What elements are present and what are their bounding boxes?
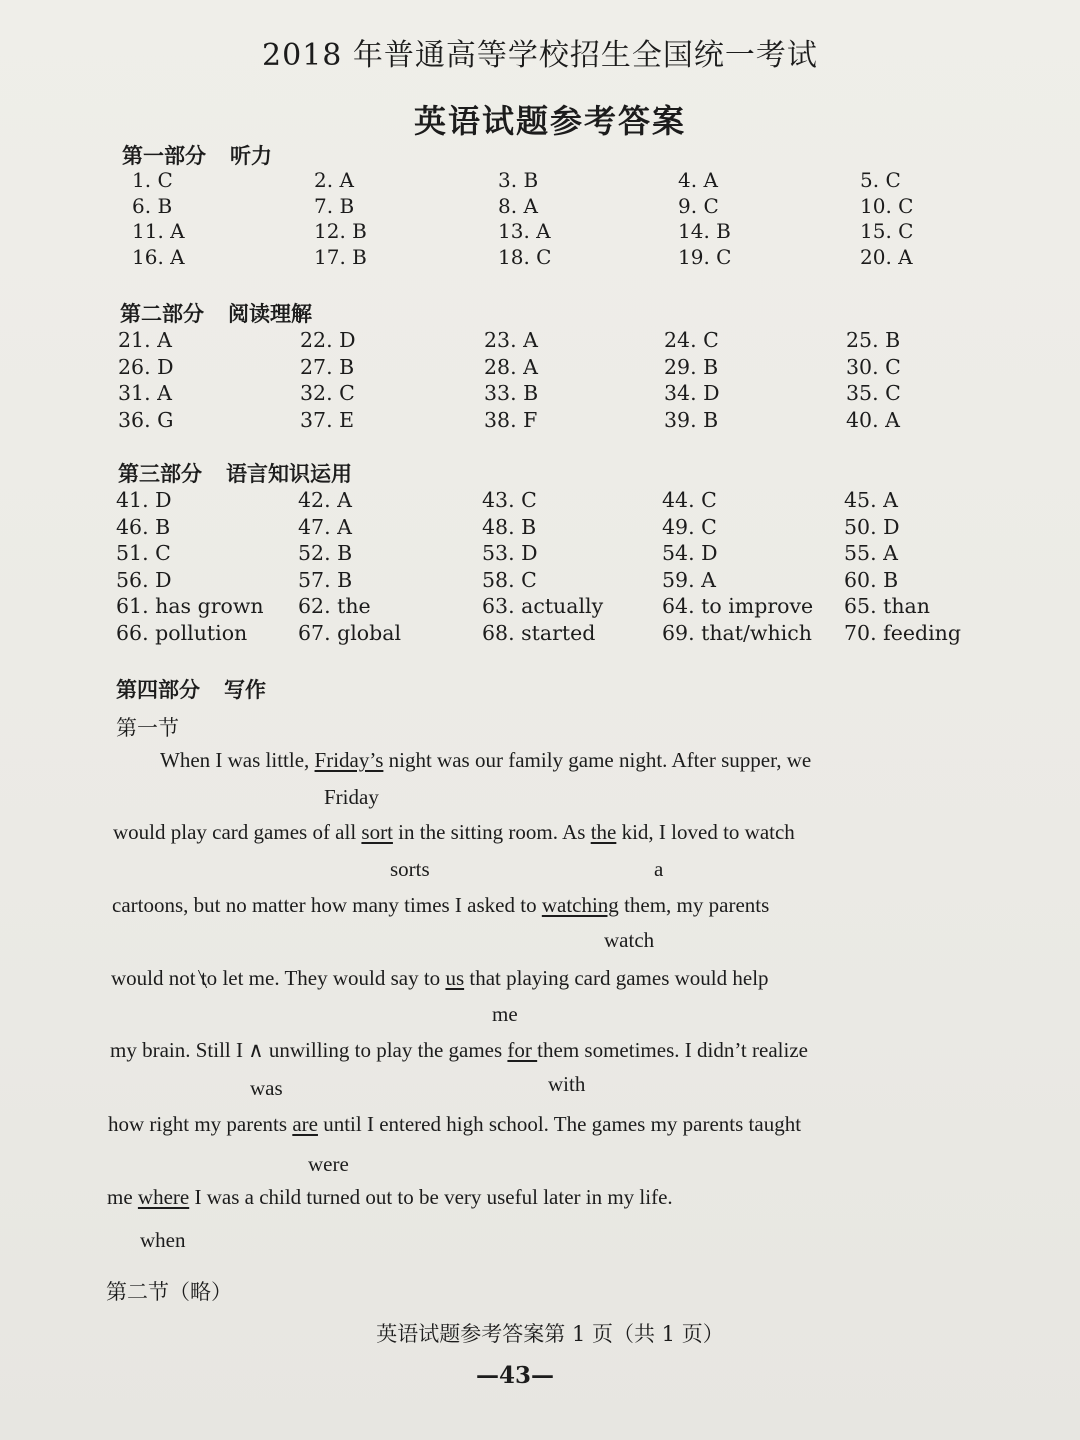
answer-item: 62. the [298,594,371,618]
answer-item: 58. C [482,567,537,592]
answer-item: 44. C [662,488,717,512]
answer-item: 56. D [116,567,172,592]
answer-item: 69. that/which [662,620,812,645]
answer-item: 19. C [678,244,732,269]
answer-item: 45. A [844,488,898,512]
part4-label: 第四部分 [116,678,200,702]
answer-item: 65. than [844,594,930,618]
answer-item: 16. A [132,244,185,269]
essay-text: kid, I loved to watch [616,820,795,844]
part2-heading [120,298,312,328]
answer-item: 4. A [678,168,718,192]
answer-item: 63. actually [482,594,604,618]
essay-text: them, my parents [618,893,770,917]
part2-label: 第二部分 [120,302,204,326]
essay-line-7 [107,1185,673,1210]
essay-line-6 [108,1112,801,1137]
answer-item: 55. A [844,541,898,565]
essay-text: how right my parents [108,1112,293,1136]
correction-2a: sorts [390,857,430,881]
answer-item: 18. C [498,244,552,269]
page-number: —43— [475,1362,554,1389]
answer-item: 64. to improve [662,594,814,618]
answer-item: 33. B [484,381,539,405]
essay-text: cartoons, but no matter how many times I asked to [112,893,542,917]
part1-heading [122,140,272,170]
answer-item: 50. D [844,514,900,539]
answer-item: 42. A [298,488,352,512]
error-mark: the [590,820,617,844]
essay-text: let me. They would say to [217,966,446,990]
part4-heading [116,674,266,704]
answer-item: 40. A [846,407,900,432]
essay-text: would play card games of all [113,820,362,844]
answer-item: 36. G [118,407,174,432]
answer-item: 41. D [116,488,172,512]
answer-item: 53. D [482,541,538,565]
answer-item: 28. A [484,354,538,379]
answer-item: 20. A [860,244,913,269]
essay-text: them sometimes. I didn’t realize [537,1038,808,1062]
essay-text: in the sitting room. As [392,820,591,844]
answer-item: 12. B [314,219,367,243]
answer-item: 66. pollution [116,620,248,645]
answer-item: 21. A [118,328,172,352]
essay-text: me [107,1185,138,1209]
answer-item: 59. A [662,567,716,592]
answer-item: 24. C [664,328,719,352]
answer-item: 46. B [116,514,171,539]
part4-name: 写作 [224,678,266,702]
answer-item: 14. B [678,219,731,243]
answer-item: 25. B [846,328,901,352]
answer-item: 34. D [664,381,720,405]
part4-section1: 第一节 [116,716,179,740]
answer-item: 9. C [678,193,719,218]
error-mark: Friday’s [314,748,384,772]
essay-line-1 [160,748,811,773]
part3-name: 语言知识运用 [226,462,352,486]
answer-item: 39. B [664,407,719,432]
essay-text: night was our family game night. After supper, we [383,748,812,772]
answer-item: 27. B [300,354,355,379]
correction-3: watch [604,928,655,952]
essay-text: until I entered high school. The games my parents taught [317,1112,802,1136]
answer-item: 6. B [132,193,173,218]
answer-item: 51. C [116,541,171,565]
answer-item: 13. A [498,219,551,243]
answer-item: 35. C [846,381,901,405]
part1-name: 听力 [230,144,272,168]
essay-text: that playing card games would help [464,966,769,990]
error-mark: us [445,966,465,990]
exam-title: 2018 年普通高等学校招生全国统一考试 [262,38,818,73]
essay-line-4 [111,966,769,991]
error-mark: are [292,1112,318,1136]
part3-answers [116,487,976,646]
answer-item: 31. A [118,381,172,405]
essay-line-5 [110,1038,808,1063]
answer-item: 8. A [498,193,538,218]
essay-text: When I was little, [160,748,315,772]
essay-line-3 [112,893,769,918]
answer-item: 67. global [298,620,402,645]
page-footer-label: 英语试题参考答案第 1 页（共 1 页） [376,1322,724,1346]
essay-text: would not [111,966,201,990]
correction-1: Friday [324,785,379,809]
essay-line-2 [113,820,795,845]
error-mark: where [137,1185,190,1209]
part2-answers [118,327,978,433]
answer-item: 3. B [498,168,539,192]
answer-item: 57. B [298,567,353,592]
answer-item: 10. C [860,193,914,218]
answer-item: 49. C [662,514,717,539]
answer-item: 11. A [132,219,185,243]
answer-item: 61. has grown [116,594,264,618]
answer-item: 30. C [846,354,901,379]
part1-label: 第一部分 [122,144,206,168]
part1-answers [132,168,992,270]
part3-heading [118,458,352,488]
part2-name: 阅读理解 [228,302,312,326]
answer-item: 52. B [298,541,353,565]
correction-5a: was [250,1076,283,1100]
error-mark: sort [361,820,393,844]
answer-item: 22. D [300,328,356,352]
correction-5b: with [548,1072,586,1096]
answer-item: 37. E [300,407,355,432]
answer-item: 60. B [844,567,899,592]
answer-item: 5. C [860,168,901,192]
answer-item: 32. C [300,381,355,405]
answer-item: 23. A [484,328,538,352]
answer-item: 38. F [484,407,538,432]
essay-text: I was a child turned out to be very useful later in my life. [189,1185,673,1209]
answer-item: 54. D [662,541,718,565]
answer-item: 2. A [314,168,354,192]
deletion-mark: to [200,966,218,990]
part3-label: 第三部分 [118,462,202,486]
correction-2b: a [654,857,664,881]
part4-section2: 第二节（略） [106,1280,232,1304]
answer-item: 70. feeding [844,620,961,645]
answer-item: 1. C [132,168,173,192]
error-mark: for [507,1038,538,1062]
error-mark: watching [541,893,619,917]
document-title: 英语试题参考答案 [413,102,686,140]
answer-item: 48. B [482,514,537,539]
correction-7: when [140,1228,186,1252]
answer-item: 29. B [664,354,719,379]
answer-item: 26. D [118,354,174,379]
correction-4: me [492,1002,518,1026]
answer-item: 15. C [860,219,914,243]
answer-item: 7. B [314,193,355,218]
answer-item: 68. started [482,620,596,645]
answer-item: 47. A [298,514,352,539]
answer-item: 43. C [482,488,537,512]
essay-text: my brain. Still I ∧ unwilling to play the games [110,1038,508,1062]
correction-6: were [308,1152,349,1176]
answer-item: 17. B [314,244,367,269]
